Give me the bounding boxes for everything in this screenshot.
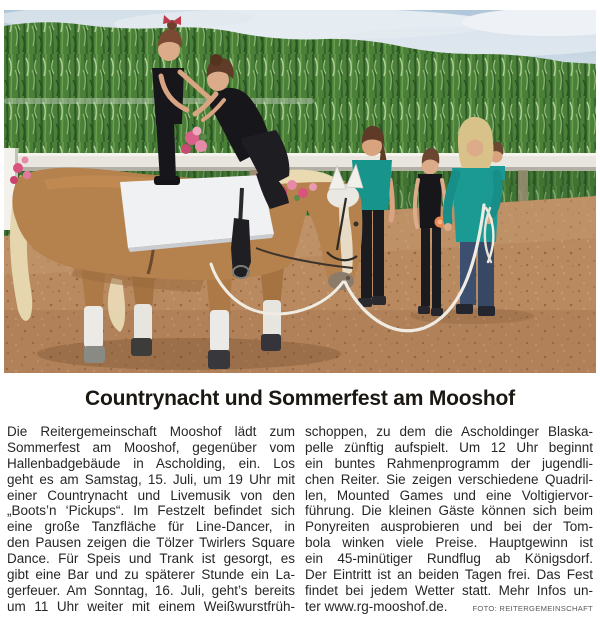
photo-illustration (4, 10, 596, 373)
text-line: führung. Die kleinen Gäste können sich beim (305, 503, 593, 519)
text-line: chen Reiter. Sie zeigen verschiedene Quadril- (305, 471, 593, 487)
text-line: gerfeuer. Am Sonntag, 16. Juli, geht’s bereits (7, 582, 295, 598)
article-headline: Countrynacht und Sommerfest am Mooshof (85, 387, 515, 410)
text-line: Ponyreiten ausprobieren und bei der Tom- (305, 519, 593, 535)
text-line: bola winken viele Preise. Hauptgewinn ist (305, 535, 593, 551)
photo-credit: FOTO: REITERGEMEINSCHAFT (472, 603, 593, 613)
text-line: eine große Tanzfläche für Line-Dancer, in (7, 519, 295, 535)
text-line: einer Countrynacht und Livemusik von den (7, 487, 295, 503)
text-line: Der Eintritt ist an beiden Tagen frei. Das Fest (305, 567, 593, 583)
text-line: gibt eine Bar und zu späterer Stunde ein La- (7, 567, 295, 583)
text-line: findet bei jedem Wetter statt. Mehr Infos un- (305, 582, 593, 598)
text-line: Die Reitergemeinschaft Mooshof lädt zum (7, 424, 295, 439)
article-last-line (305, 599, 593, 615)
column-lines (305, 424, 593, 599)
text-line: schoppen, zu dem die Ascholdinger Blaska- (305, 424, 593, 439)
article-column-left (7, 424, 295, 615)
text-line: Dance. Für Speis und Trank ist gesorgt, es (7, 551, 295, 567)
text-line: den Pausen zeigen die Tölzer Twirlers Square (7, 535, 295, 551)
article-body (7, 424, 593, 615)
text-line: Hallenbadgebäude in Ascholding, ein. Los (7, 455, 295, 471)
text-line: ein buntes Rahmenprogramm der jugendli- (305, 455, 593, 471)
text-line: len, Mounted Games und eine Voltigiervor- (305, 487, 593, 503)
website-url-text: ter www.rg-mooshof.de. (305, 598, 448, 614)
article-column-right (305, 424, 593, 615)
text-line: Sommerfest am Mooshof, gegenüber vom (7, 439, 295, 455)
text-line: geht es am Samstag, 15. Juli, um 19 Uhr mit (7, 471, 295, 487)
text-line: um 11 Uhr weiter mit einem Weißwurstfrüh- (7, 598, 295, 614)
text-line: pelle zünftig aufspielt. Um 12 Uhr beginnt (305, 439, 593, 455)
text-line: „Boots’n ‘Pickups“. Im Festzelt befindet sich (7, 503, 295, 519)
article-photo (4, 10, 596, 373)
text-line: ein 45-minütiger Rundflug ab Königsdorf. (305, 551, 593, 567)
